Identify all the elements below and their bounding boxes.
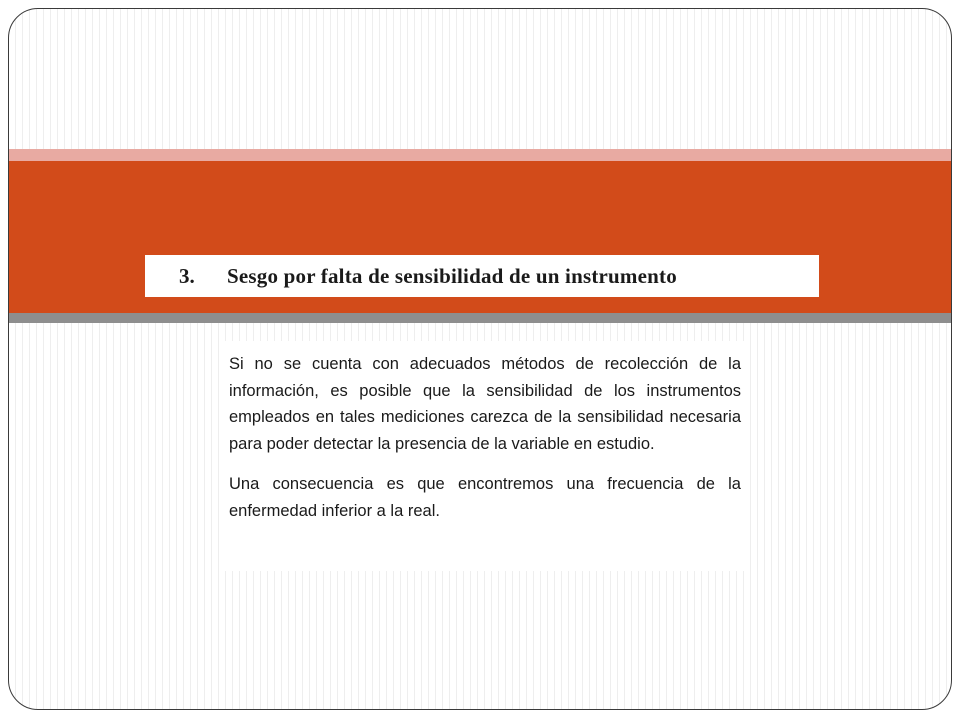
title-number: 3. bbox=[179, 263, 195, 288]
body-text-box bbox=[221, 341, 747, 571]
gray-divider-band bbox=[9, 313, 951, 323]
slide-title bbox=[145, 255, 819, 297]
title-text: Sesgo por falta de sensibilidad de un instrumento bbox=[227, 263, 677, 288]
slide-frame bbox=[8, 8, 952, 710]
body-paragraph-2: Una consecuencia es que encontremos una frecuencia de la enfermedad inferior a la real. bbox=[229, 475, 741, 520]
light-accent-band bbox=[9, 149, 951, 161]
body-paragraph-1: Si no se cuenta con adecuados métodos de recolección de la información, es posible que la sensibilidad de los instrumentos empleados en tales mediciones carezca de la sensibilidad necesaria para poder detectar la presencia de la variable en estudio. bbox=[229, 355, 741, 453]
